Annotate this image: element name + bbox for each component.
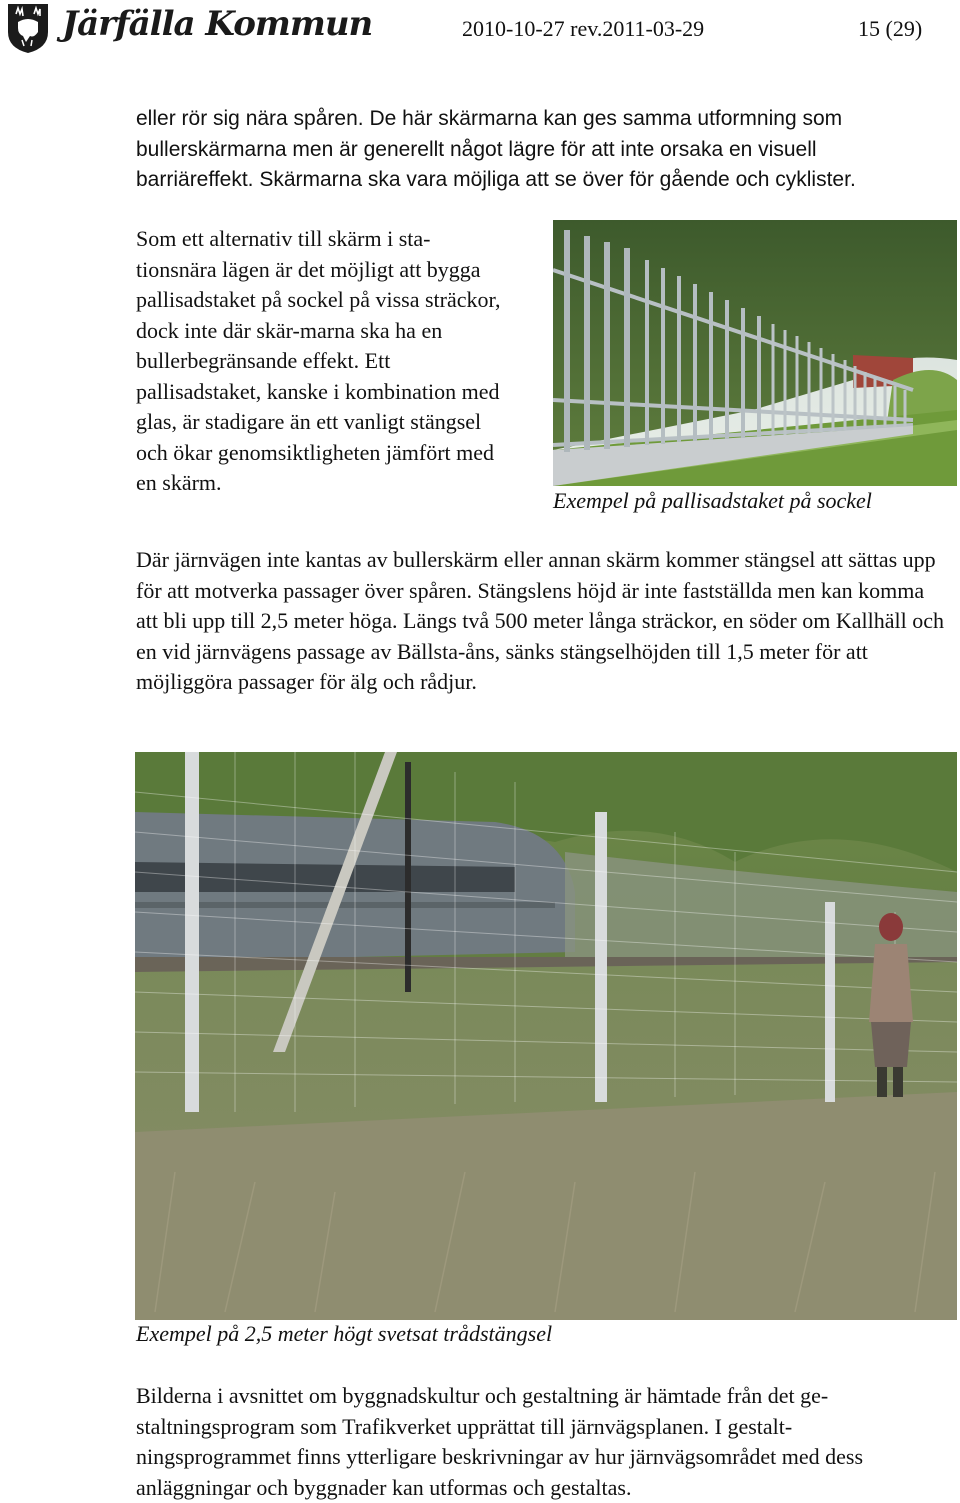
- wire-fence-photo: [135, 752, 957, 1320]
- paragraph-intro: eller rör sig nära spåren. De här skärmarna kan ges samma utformning som bullerskärmarna men är generellt något lägre för att inte orsaka en visuell barriäreffekt. Skärmarna ska vara möjliga att se över för gående och cyklister.: [136, 107, 856, 191]
- municipality-logo: [4, 2, 52, 54]
- document-date: 2010-10-27 rev.2011-03-29: [462, 16, 705, 41]
- paragraph-sources: Bilderna i avsnittet om byggnadskultur och gestaltning är hämtade från det ge-staltningsprogram som Trafikverket upprättat till järnvägsplanen. I gestalt-ningsprogrammet finns ytterligare beskrivningar av hur järnvägsområdet med dess anläggningar och byggnader kan utformas och gestaltas.: [136, 1383, 864, 1500]
- page-number: 15 (29): [858, 16, 923, 41]
- caption-palisade: Exempel på pallisadstaket på sockel: [553, 488, 872, 513]
- brand-name: Järfälla Kommun: [62, 4, 373, 44]
- caption-wire-fence: Exempel på 2,5 meter högt svetsat trådstängsel: [136, 1321, 553, 1346]
- paragraph-palisade: Som ett alternativ till skärm i sta-tionsnära lägen är det möjligt att bygga pallisadstaket på sockel på vissa sträckor, dock inte där skär-marna ska ha en bullerbegränsande effekt. Ett pallisadstaket, kanske i kombination med glas, är stadigare än ett vanligt stängsel och ökar genomsiktligheten jämfört med en skärm.: [136, 226, 501, 495]
- palisade-fence-photo: [553, 220, 957, 486]
- paragraph-fencing: Där järnvägen inte kantas av bullerskärm eller annan skärm kommer stängsel att sättas upp för att motverka passager över spåren. Stängslens höjd är inte fastställda men kan komma att bli upp till 2,5 meter höga. Längs två 500 meter långa sträckor, en söder om Kallhäll och en vid järnvägens passage av Bällsta-åns, sänks stängselhöjden till 1,5 meter för att möjliggöra passager för älg och rådjur.: [136, 547, 945, 694]
